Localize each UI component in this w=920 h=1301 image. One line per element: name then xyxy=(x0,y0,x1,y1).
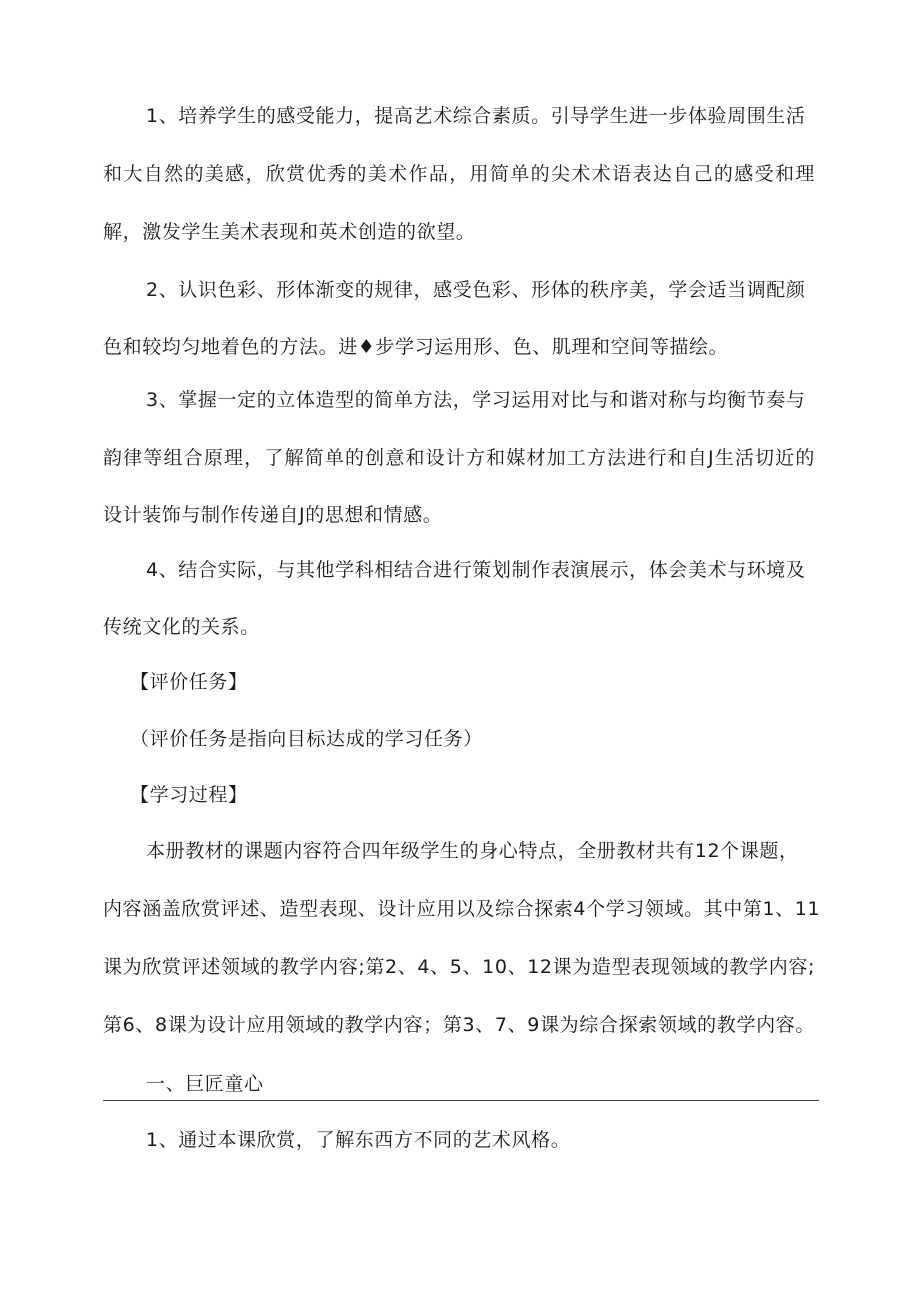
objective-1-line-2: 和大自然的美感，欣赏优秀的美术作品，用简单的尖术术语表达自己的感受和理 xyxy=(103,163,815,185)
objective-4-line-2: 传统文化的关系。 xyxy=(103,616,260,638)
objective-3-line-2: 韵律等组合原理，了解简单的创意和设计方和媒材加工方法进行和自J生活切近的 xyxy=(103,447,815,469)
objective-1-line-3: 解，激发学生美术表现和英术创造的欲望。 xyxy=(103,221,476,243)
objective-3-line-1: 3、掌握一定的立体造型的简单方法，学习运用对比与和谐对称与均衡节奏与 xyxy=(146,389,806,411)
evaluation-note: （评价任务是指向目标达成的学习任务） xyxy=(130,728,483,750)
objective-2-line-1: 2、认识色彩、形体渐变的规律，感受色彩、形体的秩序美，学会适当调配颜 xyxy=(146,279,806,301)
objective-3-line-3: 设计装饰与制作传递自J的思想和情感。 xyxy=(103,504,443,526)
objective-4-line-1: 4、结合实际，与其他学科相结合进行策划制作表演展示，体会美术与环境及 xyxy=(146,559,806,581)
unit-item-1: 1、通过本课欣赏，了解东西方不同的艺术风格。 xyxy=(146,1129,571,1151)
heading-divider xyxy=(103,1100,819,1101)
unit-title: 一、巨匠童心 xyxy=(146,1073,264,1095)
objective-2-line-2: 色和较均匀地着色的方法。进♦步学习运用形、色、肌理和空间等描绘。 xyxy=(103,336,729,358)
process-line-1: 本册教材的课题内容符合四年级学生的身心特点，全册教材共有12个课题， xyxy=(146,840,799,862)
process-line-3: 课为欣赏评述领域的教学内容;第2、4、5、10、12课为造型表现领域的教学内容; xyxy=(103,956,815,978)
process-line-4: 第6、8课为设计应用领域的教学内容；第3、7、9课为综合探索领域的教学内容。 xyxy=(103,1014,815,1036)
evaluation-heading: 【评价任务】 xyxy=(130,671,248,693)
objective-1-line-1: 1、培养学生的感受能力，提高艺术综合素质。引导学生进一步体验周围生活 xyxy=(146,105,806,127)
process-line-2: 内容涵盖欣赏评述、造型表现、设计应用以及综合探索4个学习领域。其中第1、11 xyxy=(103,898,821,920)
process-heading: 【学习过程】 xyxy=(130,784,248,806)
